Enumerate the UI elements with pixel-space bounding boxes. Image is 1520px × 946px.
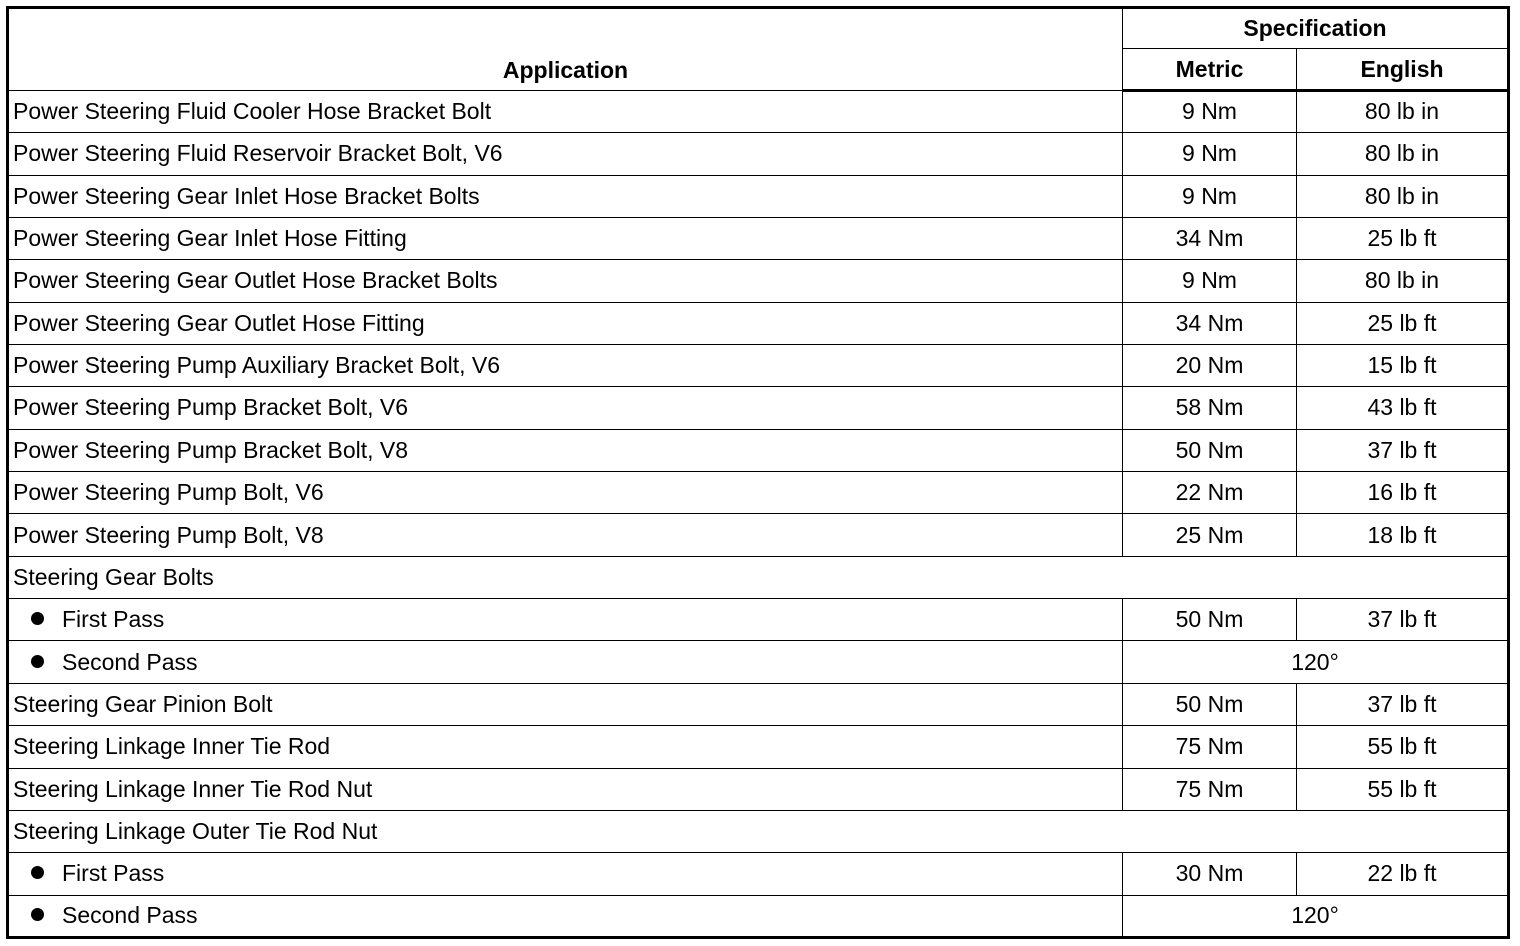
- bullet-icon: [31, 612, 44, 625]
- metric-cell: 75 Nm: [1123, 726, 1297, 768]
- application-cell: Power Steering Gear Inlet Hose Bracket Bolts: [8, 175, 1123, 217]
- english-cell: 22 lb ft: [1297, 853, 1509, 895]
- application-text: Second Pass: [62, 902, 198, 929]
- header-english: English: [1297, 49, 1509, 90]
- table-row: [8, 217, 1509, 259]
- metric-cell: 30 Nm: [1123, 853, 1297, 895]
- english-cell: 55 lb ft: [1297, 768, 1509, 810]
- application-cell: [8, 853, 1123, 895]
- table-row: [8, 472, 1509, 514]
- bullet-icon: [31, 908, 44, 921]
- english-cell: 37 lb ft: [1297, 429, 1509, 471]
- application-cell: [8, 599, 1123, 641]
- table-row: [8, 302, 1509, 344]
- application-cell: Power Steering Fluid Reservoir Bracket Bolt, V6: [8, 133, 1123, 175]
- application-cell: Power Steering Pump Bracket Bolt, V8: [8, 429, 1123, 471]
- metric-cell: 9 Nm: [1123, 175, 1297, 217]
- application-cell: Steering Linkage Inner Tie Rod: [8, 726, 1123, 768]
- application-cell: [8, 641, 1123, 683]
- table-row: [8, 90, 1509, 132]
- metric-cell: 50 Nm: [1123, 683, 1297, 725]
- bullet-icon: [31, 866, 44, 879]
- table-row: [8, 556, 1509, 598]
- application-cell: [8, 895, 1123, 937]
- english-cell: 16 lb ft: [1297, 472, 1509, 514]
- application-cell: Power Steering Fluid Cooler Hose Bracket Bolt: [8, 90, 1123, 132]
- table-row: [8, 260, 1509, 302]
- application-text: Second Pass: [62, 648, 198, 675]
- metric-cell: 58 Nm: [1123, 387, 1297, 429]
- metric-cell: 34 Nm: [1123, 217, 1297, 259]
- metric-cell: 75 Nm: [1123, 768, 1297, 810]
- english-cell: 80 lb in: [1297, 175, 1509, 217]
- application-text: First Pass: [62, 860, 165, 887]
- metric-cell: 20 Nm: [1123, 344, 1297, 386]
- application-cell: Steering Linkage Outer Tie Rod Nut: [8, 810, 1509, 852]
- header-row-top: [8, 8, 1509, 49]
- metric-cell: 9 Nm: [1123, 90, 1297, 132]
- table-row: [8, 133, 1509, 175]
- header-application: Application: [8, 8, 1123, 91]
- table-body: [8, 90, 1509, 937]
- torque-spec-table: [6, 6, 1510, 939]
- header-specification: Specification: [1123, 8, 1509, 49]
- application-cell: Power Steering Pump Bolt, V8: [8, 514, 1123, 556]
- application-cell: Power Steering Gear Outlet Hose Bracket Bolts: [8, 260, 1123, 302]
- english-cell: 37 lb ft: [1297, 683, 1509, 725]
- header-metric: Metric: [1123, 49, 1297, 90]
- table-row: [8, 683, 1509, 725]
- table-row: [8, 895, 1509, 937]
- application-cell: Steering Gear Pinion Bolt: [8, 683, 1123, 725]
- table-row: [8, 344, 1509, 386]
- english-cell: 80 lb in: [1297, 90, 1509, 132]
- table-row: [8, 387, 1509, 429]
- table-row: [8, 768, 1509, 810]
- specification-cell: 120°: [1123, 895, 1509, 937]
- metric-cell: 50 Nm: [1123, 429, 1297, 471]
- application-cell: Steering Gear Bolts: [8, 556, 1509, 598]
- metric-cell: 25 Nm: [1123, 514, 1297, 556]
- table-row: [8, 810, 1509, 852]
- application-cell: Power Steering Pump Bracket Bolt, V6: [8, 387, 1123, 429]
- application-text: First Pass: [62, 606, 165, 633]
- application-cell: Power Steering Pump Bolt, V6: [8, 472, 1123, 514]
- application-cell: Power Steering Pump Auxiliary Bracket Bolt, V6: [8, 344, 1123, 386]
- english-cell: 55 lb ft: [1297, 726, 1509, 768]
- metric-cell: 9 Nm: [1123, 260, 1297, 302]
- english-cell: 80 lb in: [1297, 133, 1509, 175]
- table-row: [8, 641, 1509, 683]
- table-row: [8, 853, 1509, 895]
- table-row: [8, 429, 1509, 471]
- application-cell: Power Steering Gear Outlet Hose Fitting: [8, 302, 1123, 344]
- english-cell: 15 lb ft: [1297, 344, 1509, 386]
- metric-cell: 22 Nm: [1123, 472, 1297, 514]
- specification-cell: 120°: [1123, 641, 1509, 683]
- english-cell: 25 lb ft: [1297, 217, 1509, 259]
- metric-cell: 50 Nm: [1123, 599, 1297, 641]
- application-cell: Steering Linkage Inner Tie Rod Nut: [8, 768, 1123, 810]
- table-row: [8, 726, 1509, 768]
- english-cell: 18 lb ft: [1297, 514, 1509, 556]
- table-row: [8, 175, 1509, 217]
- metric-cell: 9 Nm: [1123, 133, 1297, 175]
- english-cell: 43 lb ft: [1297, 387, 1509, 429]
- bullet-icon: [31, 655, 44, 668]
- english-cell: 25 lb ft: [1297, 302, 1509, 344]
- application-cell: Power Steering Gear Inlet Hose Fitting: [8, 217, 1123, 259]
- table-row: [8, 599, 1509, 641]
- english-cell: 80 lb in: [1297, 260, 1509, 302]
- table-row: [8, 514, 1509, 556]
- metric-cell: 34 Nm: [1123, 302, 1297, 344]
- english-cell: 37 lb ft: [1297, 599, 1509, 641]
